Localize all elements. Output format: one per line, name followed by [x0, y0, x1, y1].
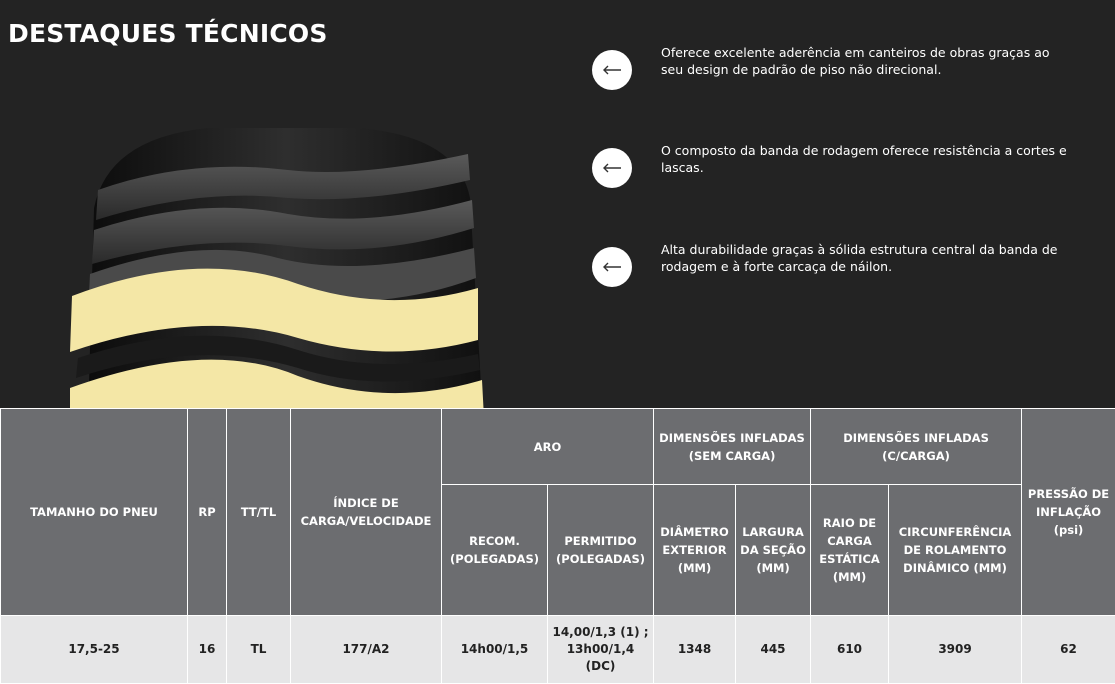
- header-permitido: PERMITIDO (POLEGADAS): [548, 485, 654, 616]
- header-dim-sem-carga: DIMENSÕES INFLADAS (SEM CARGA): [654, 409, 811, 485]
- arrow-left-icon[interactable]: [592, 50, 632, 90]
- arrow-left-icon[interactable]: [592, 247, 632, 287]
- header-pressao: [1022, 409, 1115, 616]
- feature-item: [592, 142, 1072, 188]
- cell-rp: 16: [188, 616, 227, 684]
- cell-circunferencia: 3909: [889, 616, 1022, 684]
- arrow-left-icon[interactable]: [592, 148, 632, 188]
- cell-recom: 14h00/1,5: [442, 616, 548, 684]
- feature-text: Oferece excelente aderência em canteiros de obras graças ao seu design de padrão de piso não direcional.: [661, 44, 1071, 78]
- header-indice: ÍNDICE DE CARGA/VELOCIDADE: [291, 409, 442, 616]
- cell-pressao: 62: [1022, 616, 1115, 684]
- header-raio: RAIO DE CARGA ESTÁTICA (MM): [811, 485, 889, 616]
- cell-tamanho: 17,5-25: [1, 616, 188, 684]
- cell-largura: 445: [736, 616, 811, 684]
- cell-tttl: TL: [227, 616, 291, 684]
- header-circunferencia: CIRCUNFERÊNCIA DE ROLAMENTO DINÂMICO (MM): [889, 485, 1022, 616]
- header-largura: LARGURA DA SEÇÃO (MM): [736, 485, 811, 616]
- feature-item: [592, 241, 1072, 287]
- cell-raio: 610: [811, 616, 889, 684]
- cell-permitido: 14,00/1,3 (1) ; 13h00/1,4 (DC): [548, 616, 654, 684]
- header-recom: RECOM. (POLEGADAS): [442, 485, 548, 616]
- header-aro: ARO: [442, 409, 654, 485]
- cell-indice: 177/A2: [291, 616, 442, 684]
- tire-image: [58, 118, 498, 408]
- header-tttl: TT/TL: [227, 409, 291, 616]
- feature-text: O composto da banda de rodagem oferece resistência a cortes e lascas.: [661, 142, 1071, 176]
- feature-item: [592, 44, 1072, 90]
- table-row: [1, 616, 1115, 684]
- tire-specs-table: [0, 408, 1115, 684]
- header-dim-com-carga: DIMENSÕES INFLADAS (C/CARGA): [811, 409, 1022, 485]
- section-title: DESTAQUES TÉCNICOS: [8, 19, 328, 48]
- header-tamanho: TAMANHO DO PNEU: [1, 409, 188, 616]
- header-diametro: DIÂMETRO EXTERIOR (MM): [654, 485, 736, 616]
- feature-text: Alta durabilidade graças à sólida estrutura central da banda de rodagem e à forte carcaça de náilon.: [661, 241, 1071, 275]
- header-rp: RP: [188, 409, 227, 616]
- cell-diametro: 1348: [654, 616, 736, 684]
- header-pressao-text: PRESSÃO DE INFLAÇÃO (psi): [1028, 487, 1109, 537]
